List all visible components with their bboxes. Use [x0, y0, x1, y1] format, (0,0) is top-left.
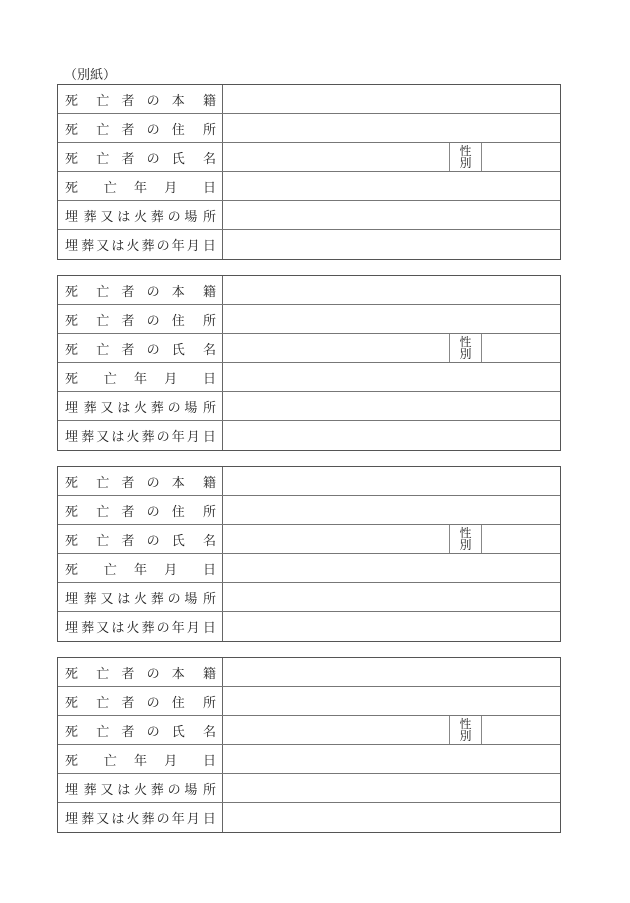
- label-char: 籍: [203, 475, 217, 491]
- row-honseki: [58, 276, 560, 305]
- label-char: 所: [203, 400, 217, 416]
- label-char: 葬: [83, 209, 97, 225]
- sex-label: 性 別: [449, 143, 482, 171]
- row-shimei: [58, 143, 560, 172]
- label-char: 葬: [150, 400, 164, 416]
- row-place: [58, 583, 560, 612]
- field-label: [58, 172, 223, 200]
- label-char: は: [111, 621, 125, 636]
- label-char: 氏: [171, 151, 185, 167]
- row-date: [58, 554, 560, 583]
- label-char: 日: [203, 371, 217, 387]
- label-char: 葬: [150, 591, 164, 607]
- label-char: の: [146, 695, 160, 711]
- field-label: [58, 276, 223, 304]
- label-char: 者: [121, 122, 135, 138]
- label-char: 亡: [96, 122, 110, 138]
- label-char: 年: [171, 621, 185, 636]
- label-char: 場: [184, 400, 198, 416]
- label-char: 葬: [81, 430, 95, 445]
- label-char: 火: [134, 400, 148, 416]
- row-honseki: [58, 658, 560, 687]
- label-char: 死: [65, 342, 79, 358]
- label-char: 本: [171, 93, 185, 109]
- label-char: 日: [202, 812, 216, 827]
- label-char: の: [146, 93, 160, 109]
- row-burial-date: [58, 612, 560, 641]
- label-char: 日: [203, 562, 217, 578]
- field-label: [58, 305, 223, 333]
- label-char: 死: [65, 93, 79, 109]
- field-value-shimei[interactable]: [223, 716, 449, 744]
- field-value-shimei[interactable]: [223, 334, 449, 362]
- label-char: 亡: [96, 151, 110, 167]
- label-char: 名: [203, 151, 217, 167]
- field-value-sex[interactable]: [482, 716, 560, 744]
- label-char: 日: [202, 430, 216, 445]
- field-value-place[interactable]: [223, 583, 560, 611]
- label-char: 者: [121, 724, 135, 740]
- death-record-table: [57, 275, 561, 451]
- label-char: は: [117, 782, 131, 798]
- label-char: 者: [121, 151, 135, 167]
- label-char: の: [146, 284, 160, 300]
- field-value-jusho[interactable]: [223, 114, 560, 142]
- field-value-burial-date[interactable]: [223, 612, 560, 641]
- row-shimei: [58, 716, 560, 745]
- label-char: 死: [65, 371, 79, 387]
- label-char: 氏: [171, 533, 185, 549]
- label-char: 者: [121, 504, 135, 520]
- label-char: 亡: [103, 562, 117, 578]
- label-char: の: [146, 151, 160, 167]
- label-char: 場: [184, 209, 198, 225]
- label-char: 日: [202, 239, 216, 254]
- label-char: 葬: [81, 621, 95, 636]
- label-char: 者: [121, 533, 135, 549]
- label-char: の: [167, 782, 181, 798]
- label-char: 年: [134, 562, 148, 578]
- label-char: 火: [134, 591, 148, 607]
- label-char: は: [111, 430, 125, 445]
- field-label: [58, 85, 223, 113]
- label-char: 所: [203, 504, 217, 520]
- label-char: 葬: [150, 209, 164, 225]
- label-char: 月: [186, 239, 200, 254]
- label-char: 亡: [103, 753, 117, 769]
- label-char: 年: [134, 180, 148, 196]
- label-char: の: [146, 475, 160, 491]
- field-label: [58, 612, 223, 641]
- field-value-jusho[interactable]: [223, 687, 560, 715]
- label-char: 日: [203, 180, 217, 196]
- label-char: 月: [164, 753, 178, 769]
- field-value-jusho[interactable]: [223, 496, 560, 524]
- label-char: 死: [65, 724, 79, 740]
- label-char: 亡: [96, 666, 110, 682]
- attachment-caption: （別紙）: [64, 68, 117, 83]
- label-char: 亡: [103, 371, 117, 387]
- field-label: [58, 363, 223, 391]
- field-label: [58, 467, 223, 495]
- label-char: の: [167, 591, 181, 607]
- label-char: 死: [65, 504, 79, 520]
- row-burial-date: [58, 230, 560, 259]
- label-char: の: [156, 812, 170, 827]
- label-char: 火: [134, 209, 148, 225]
- label-char: 葬: [83, 782, 97, 798]
- label-char: 所: [203, 695, 217, 711]
- label-char: 住: [171, 122, 185, 138]
- label-char: 本: [171, 475, 185, 491]
- label-char: 葬: [141, 239, 155, 254]
- field-label: [58, 230, 223, 259]
- label-char: 場: [184, 591, 198, 607]
- label-char: 月: [186, 430, 200, 445]
- field-label: [58, 554, 223, 582]
- label-char: 所: [203, 209, 217, 225]
- label-char: 埋: [65, 782, 79, 798]
- label-char: 名: [203, 724, 217, 740]
- field-value-date[interactable]: [223, 363, 560, 391]
- label-char: 火: [126, 621, 140, 636]
- label-char: 葬: [141, 430, 155, 445]
- field-value-date[interactable]: [223, 745, 560, 773]
- label-char: 亡: [96, 342, 110, 358]
- label-char: 年: [171, 812, 185, 827]
- death-record-table: [57, 657, 561, 833]
- label-char: 埋: [65, 239, 79, 254]
- field-value-burial-date[interactable]: [223, 421, 560, 450]
- label-char: 埋: [65, 621, 79, 636]
- label-char: 埋: [65, 591, 79, 607]
- label-char: 本: [171, 284, 185, 300]
- label-char: 者: [121, 313, 135, 329]
- label-char: 者: [121, 695, 135, 711]
- label-char: 籍: [203, 93, 217, 109]
- label-char: 亡: [96, 724, 110, 740]
- field-value-shimei[interactable]: [223, 525, 449, 553]
- row-jusho: [58, 496, 560, 525]
- label-char: は: [111, 812, 125, 827]
- label-char: 月: [186, 812, 200, 827]
- label-char: の: [146, 122, 160, 138]
- label-char: 火: [126, 812, 140, 827]
- label-char: 埋: [65, 400, 79, 416]
- row-place: [58, 392, 560, 421]
- label-char: 本: [171, 666, 185, 682]
- field-label: [58, 687, 223, 715]
- label-char: 者: [121, 475, 135, 491]
- label-char: 又: [100, 209, 114, 225]
- label-char: 又: [100, 400, 114, 416]
- label-char: 死: [65, 151, 79, 167]
- label-char: 者: [121, 93, 135, 109]
- label-char: 氏: [171, 724, 185, 740]
- label-char: 又: [100, 782, 114, 798]
- label-char: 所: [203, 782, 217, 798]
- label-char: の: [156, 239, 170, 254]
- field-value-burial-date[interactable]: [223, 803, 560, 832]
- death-record-table: [57, 466, 561, 642]
- label-char: の: [146, 313, 160, 329]
- row-date: [58, 745, 560, 774]
- label-char: 者: [121, 342, 135, 358]
- label-char: 所: [203, 122, 217, 138]
- label-char: 死: [65, 122, 79, 138]
- field-value-shimei[interactable]: [223, 143, 449, 171]
- field-value-sex[interactable]: [482, 143, 560, 171]
- label-char: 日: [203, 753, 217, 769]
- label-char: 名: [203, 342, 217, 358]
- row-burial-date: [58, 803, 560, 832]
- label-char: 又: [96, 812, 110, 827]
- field-label: [58, 421, 223, 450]
- field-label: [58, 114, 223, 142]
- label-char: 死: [65, 313, 79, 329]
- field-label: [58, 716, 223, 744]
- label-char: の: [146, 724, 160, 740]
- label-char: 死: [65, 180, 79, 196]
- label-char: 火: [126, 239, 140, 254]
- label-char: 住: [171, 504, 185, 520]
- label-char: 月: [186, 621, 200, 636]
- field-value-sex[interactable]: [482, 334, 560, 362]
- row-honseki: [58, 85, 560, 114]
- label-char: 年: [134, 371, 148, 387]
- label-char: 年: [171, 430, 185, 445]
- label-char: 又: [96, 239, 110, 254]
- label-char: 月: [164, 562, 178, 578]
- label-char: 亡: [96, 695, 110, 711]
- field-label: [58, 392, 223, 420]
- field-value-place[interactable]: [223, 774, 560, 802]
- label-char: 葬: [141, 621, 155, 636]
- label-char: 者: [121, 284, 135, 300]
- label-char: 住: [171, 313, 185, 329]
- label-char: 又: [96, 621, 110, 636]
- field-label: [58, 745, 223, 773]
- label-char: 死: [65, 562, 79, 578]
- label-char: 所: [203, 313, 217, 329]
- label-char: 死: [65, 533, 79, 549]
- label-char: は: [117, 400, 131, 416]
- label-char: は: [111, 239, 125, 254]
- label-char: 住: [171, 695, 185, 711]
- label-char: 亡: [96, 475, 110, 491]
- label-char: 日: [202, 621, 216, 636]
- label-char: 亡: [96, 284, 110, 300]
- label-char: 亡: [96, 504, 110, 520]
- row-honseki: [58, 467, 560, 496]
- sex-label: 性 別: [449, 525, 482, 553]
- label-char: 氏: [171, 342, 185, 358]
- label-char: 所: [203, 591, 217, 607]
- row-shimei: [58, 334, 560, 363]
- field-label: [58, 496, 223, 524]
- label-char: 死: [65, 753, 79, 769]
- field-value-burial-date[interactable]: [223, 230, 560, 259]
- label-char: の: [156, 430, 170, 445]
- label-char: 亡: [96, 533, 110, 549]
- label-char: 葬: [83, 400, 97, 416]
- label-char: 年: [171, 239, 185, 254]
- label-char: 死: [65, 475, 79, 491]
- label-char: の: [146, 666, 160, 682]
- field-label: [58, 525, 223, 553]
- field-label: [58, 658, 223, 686]
- row-shimei: [58, 525, 560, 554]
- label-char: 場: [184, 782, 198, 798]
- label-char: 者: [121, 666, 135, 682]
- field-label: [58, 774, 223, 802]
- label-char: の: [167, 400, 181, 416]
- label-char: 死: [65, 284, 79, 300]
- row-date: [58, 363, 560, 392]
- sex-label: 性 別: [449, 334, 482, 362]
- row-place: [58, 201, 560, 230]
- label-char: 亡: [96, 93, 110, 109]
- row-burial-date: [58, 421, 560, 450]
- label-char: の: [146, 342, 160, 358]
- label-char: は: [117, 591, 131, 607]
- label-char: の: [156, 621, 170, 636]
- label-char: 月: [164, 371, 178, 387]
- row-date: [58, 172, 560, 201]
- row-jusho: [58, 687, 560, 716]
- field-value-jusho[interactable]: [223, 305, 560, 333]
- label-char: 又: [100, 591, 114, 607]
- field-label: [58, 143, 223, 171]
- field-label: [58, 803, 223, 832]
- field-value-sex[interactable]: [482, 525, 560, 553]
- label-char: 籍: [203, 284, 217, 300]
- row-jusho: [58, 114, 560, 143]
- label-char: 又: [96, 430, 110, 445]
- label-char: 葬: [141, 812, 155, 827]
- label-char: 月: [164, 180, 178, 196]
- label-char: 埋: [65, 812, 79, 827]
- label-char: 籍: [203, 666, 217, 682]
- field-value-honseki[interactable]: [223, 276, 560, 304]
- sex-label: 性 別: [449, 716, 482, 744]
- field-label: [58, 334, 223, 362]
- death-record-table: [57, 84, 561, 260]
- field-value-honseki[interactable]: [223, 467, 560, 495]
- label-char: 名: [203, 533, 217, 549]
- field-value-honseki[interactable]: [223, 658, 560, 686]
- field-value-place[interactable]: [223, 392, 560, 420]
- row-jusho: [58, 305, 560, 334]
- label-char: 死: [65, 695, 79, 711]
- label-char: 死: [65, 666, 79, 682]
- label-char: 年: [134, 753, 148, 769]
- field-value-date[interactable]: [223, 554, 560, 582]
- label-char: 火: [126, 430, 140, 445]
- row-place: [58, 774, 560, 803]
- label-char: 葬: [83, 591, 97, 607]
- label-char: 埋: [65, 430, 79, 445]
- label-char: 葬: [150, 782, 164, 798]
- label-char: 葬: [81, 239, 95, 254]
- label-char: 埋: [65, 209, 79, 225]
- label-char: 火: [134, 782, 148, 798]
- label-char: 葬: [81, 812, 95, 827]
- field-label: [58, 201, 223, 229]
- label-char: の: [146, 533, 160, 549]
- label-char: は: [117, 209, 131, 225]
- field-label: [58, 583, 223, 611]
- field-value-place[interactable]: [223, 201, 560, 229]
- label-char: の: [146, 504, 160, 520]
- label-char: 亡: [96, 313, 110, 329]
- label-char: の: [167, 209, 181, 225]
- field-value-date[interactable]: [223, 172, 560, 200]
- field-value-honseki[interactable]: [223, 85, 560, 113]
- label-char: 亡: [103, 180, 117, 196]
